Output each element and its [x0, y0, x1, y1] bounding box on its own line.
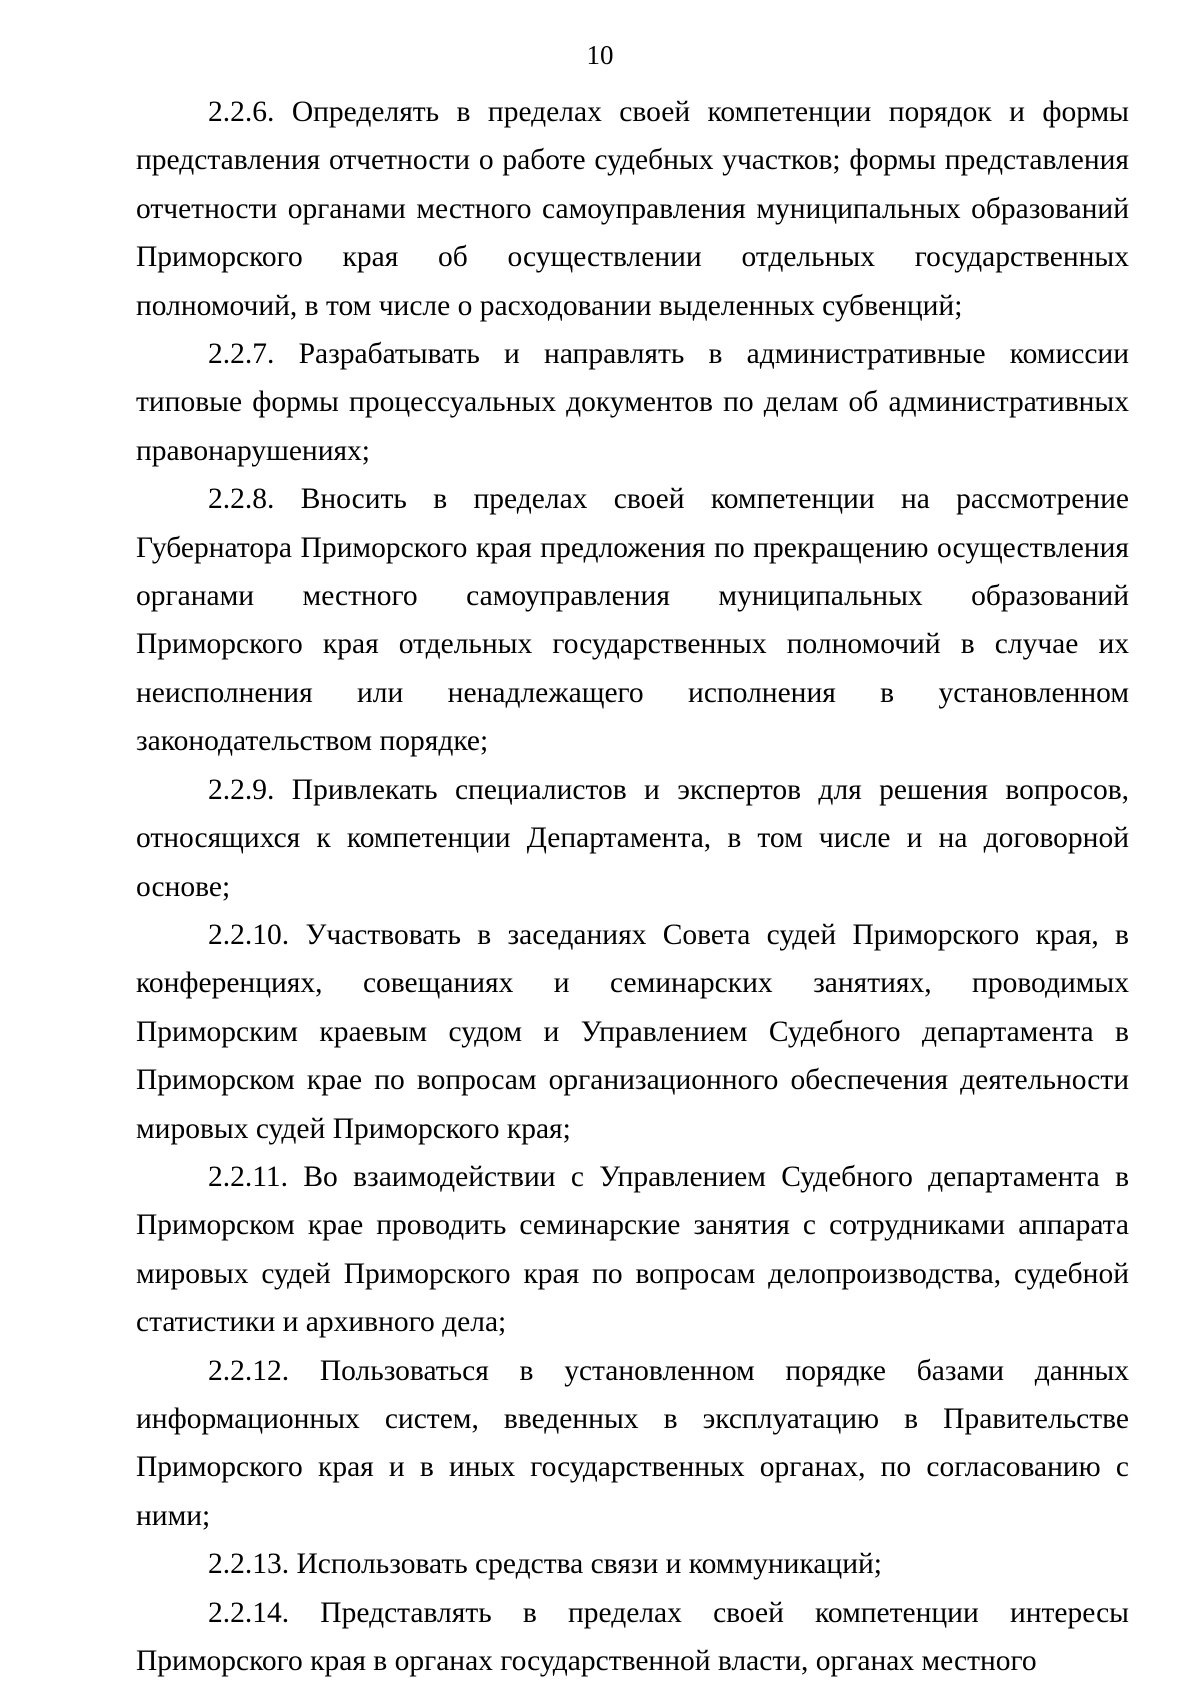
paragraph-2-2-10: 2.2.10. Участвовать в заседаниях Совета судей Приморского края, в конференциях, совещаниях и семинарских занятиях, проводимых Приморским краевым судом и Управлением Судебного департамента в Приморском крае по вопросам организационного обеспечения деятельности мировых судей Приморского края;	[136, 918, 1129, 1145]
paragraph-2-2-6: 2.2.6. Определять в пределах своей компетенции порядок и формы представления отчетности о работе судебных участков; формы представления отчетности органами местного самоуправления муниципальных образований Приморского края об осуществлении отдельных государственных полномочий, в том числе о расходовании выделенных субвенций;	[136, 96, 1129, 322]
paragraph-2-2-11: 2.2.11. Во взаимодействии с Управлением Судебного департамента в Приморском крае проводить семинарские занятия с сотрудниками аппарата мировых судей Приморского края по вопросам делопроизводства, судебной статистики и архивного дела;	[136, 1160, 1129, 1339]
document-body	[136, 88, 1129, 1685]
paragraph-2-2-14: 2.2.14. Представлять в пределах своей компетенции интересы Приморского края в органах государственной власти, органах местного	[136, 1596, 1129, 1677]
paragraph-2-2-13: 2.2.13. Использовать средства связи и коммуникаций;	[208, 1548, 882, 1581]
paragraph-2-2-8: 2.2.8. Вносить в пределах своей компетенции на рассмотрение Губернатора Приморского края предложения по прекращению осуществления органами местного самоуправления муниципальных образований Приморского края отдельных государственных полномочий в случае их неисполнения или ненадлежащего исполнения в установленном законодательством порядке;	[136, 483, 1129, 758]
paragraph-2-2-12: 2.2.12. Пользоваться в установленном порядке базами данных информационных систем, введенных в эксплуатацию в Правительстве Приморского края и в иных государственных органах, по согласованию с ними;	[136, 1354, 1129, 1532]
page-number: 10	[586, 40, 614, 70]
paragraph-2-2-9: 2.2.9. Привлекать специалистов и экспертов для решения вопросов, относящихся к компетенции Департамента, в том числе и на договорной основе;	[136, 773, 1129, 903]
paragraph-2-2-7: 2.2.7. Разрабатывать и направлять в административные комиссии типовые формы процессуальных документов по делам об административных правонарушениях;	[136, 338, 1129, 467]
